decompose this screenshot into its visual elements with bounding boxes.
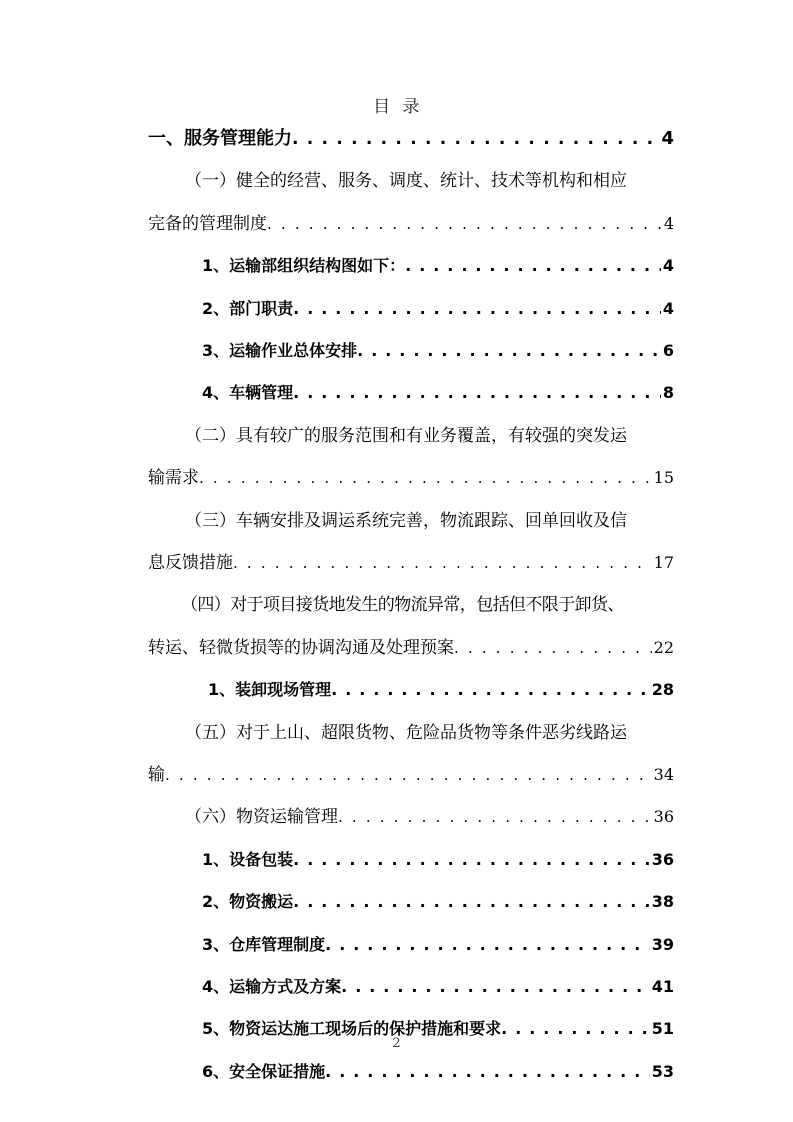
toc-page-number: 53 (651, 1061, 674, 1081)
toc-entry-title: 息反馈措施 (148, 552, 233, 573)
toc-page-number: 6 (662, 340, 674, 360)
toc-page-number: 15 (653, 468, 674, 488)
toc-entry-line (148, 245, 674, 287)
toc-entry-title: 2、物资搬运 (202, 892, 294, 912)
toc-page-number: 51 (651, 1019, 674, 1039)
toc-page-number: 17 (653, 552, 674, 572)
toc-entry-line (148, 203, 674, 245)
toc-entry-logistics-abnormality-contingency-plan[interactable] (148, 584, 674, 669)
toc-page-number: 38 (651, 892, 674, 912)
toc-entry-line (148, 924, 674, 966)
toc-entry-overall-transport-operation-arrangement[interactable] (148, 330, 674, 372)
toc-entry-title: 1、装卸现场管理 (208, 680, 332, 700)
toc-entry-title: 4、车辆管理 (202, 383, 294, 403)
toc-leader-dots (267, 203, 662, 245)
toc-page-number: 36 (651, 849, 674, 869)
toc-leader-dots (233, 542, 652, 584)
toc-entry-department-responsibilities[interactable] (148, 288, 674, 330)
toc-entry-loading-unloading-site-management[interactable] (148, 669, 674, 711)
toc-entry-title: （六）物资运输管理 (185, 807, 338, 828)
toc-entry-title: 输 (148, 764, 165, 785)
toc-page-number: 22 (653, 637, 674, 657)
toc-entry-equipment-packaging[interactable] (148, 839, 674, 881)
toc-entry-sound-operation-service-dispatch-statistics-tech-org[interactable] (148, 160, 674, 245)
toc-page-number: 34 (653, 764, 674, 784)
toc-entry-title: 完备的管理制度 (148, 213, 267, 234)
toc-entry-line (148, 330, 674, 372)
toc-leader-dots (325, 924, 650, 966)
toc-entry-harsh-route-transport[interactable] (148, 712, 674, 797)
toc-entry-line (148, 881, 674, 923)
toc-entry-line (148, 712, 674, 754)
toc-entry-line (148, 839, 674, 881)
toc-entry-line (148, 627, 674, 669)
toc-entry-title: 2、部门职责 (202, 298, 294, 318)
toc-leader-dots (199, 457, 652, 499)
toc-entry-title: （二）具有较广的服务范围和有业务覆盖，有较强的突发运 (185, 425, 627, 446)
toc-leader-dots (325, 1051, 650, 1093)
page-title: 目 录 (373, 97, 420, 117)
toc-entry-title: （三）车辆安排及调运系统完善，物流跟踪、回单回收及信 (185, 510, 627, 531)
toc-leader-dots (357, 330, 661, 372)
toc-entry-safety-assurance-measures[interactable] (148, 1051, 674, 1093)
toc-page-number: 4 (661, 128, 674, 149)
toc-entry-title: 一、服务管理能力 (148, 128, 292, 149)
toc-entry-transport-mode-and-plan[interactable] (148, 966, 674, 1008)
toc-entry-line (148, 160, 674, 202)
page-number-footer: 2 (392, 1036, 401, 1051)
toc-entry-line (148, 669, 674, 711)
toc-entry-title: 转运、轻微货损等的协调沟通及处理预案 (148, 637, 454, 658)
toc-entry-line (148, 457, 674, 499)
toc-entry-line (148, 966, 674, 1008)
toc-entry-title: （四）对于项目接货地发生的物流异常，包括但不限于卸货、 (181, 595, 624, 616)
toc-entry-title: 4、运输方式及方案 (202, 976, 342, 996)
toc-entry-line (148, 584, 674, 626)
toc-entry-title: 1、设备包装 (202, 849, 294, 869)
toc-page-number: 4 (663, 213, 674, 233)
toc-entry-line (148, 796, 674, 838)
toc-entry-warehouse-management-system[interactable] (148, 924, 674, 966)
toc-entry-title: 1、运输部组织结构图如下： (202, 256, 406, 276)
toc-entry-title: 6、安全保证措施 (202, 1061, 326, 1081)
toc-entry-line (148, 542, 674, 584)
toc-entry-line (148, 500, 674, 542)
toc-entry-title: 5、物资运达施工现场后的保护措施和要求 (202, 1019, 502, 1039)
toc-leader-dots (405, 245, 661, 287)
toc-entry-line (148, 754, 674, 796)
toc-entry-line (148, 118, 674, 160)
toc-leader-dots (341, 966, 650, 1008)
toc-leader-dots (454, 627, 652, 669)
toc-entry-material-transport-management[interactable] (148, 796, 674, 838)
toc-page-number: 39 (651, 934, 674, 954)
toc-page-number: 28 (651, 680, 674, 700)
toc-entry-title: 3、仓库管理制度 (202, 934, 326, 954)
toc-leader-dots (165, 754, 652, 796)
toc-leader-dots (292, 118, 659, 160)
toc-page-number: 4 (662, 298, 674, 318)
toc-page-number: 36 (653, 807, 674, 827)
toc-entry-vehicle-management[interactable] (148, 372, 674, 414)
toc-entry-material-handling[interactable] (148, 881, 674, 923)
toc-entry-line (148, 372, 674, 414)
toc-page-number: 41 (651, 976, 674, 996)
toc-entry-title: （五）对于上山、超限货物、危险品货物等条件恶劣线路运 (185, 722, 627, 743)
toc-leader-dots (293, 881, 650, 923)
table-of-contents (148, 118, 674, 1093)
toc-entry-line (148, 288, 674, 330)
toc-leader-dots (338, 796, 652, 838)
toc-leader-dots (293, 372, 661, 414)
toc-entry-service-management-capability[interactable] (148, 118, 674, 160)
toc-leader-dots (293, 839, 650, 881)
toc-entry-vehicle-arrangement-dispatch-system[interactable] (148, 500, 674, 585)
toc-leader-dots (293, 288, 661, 330)
toc-entry-line (148, 415, 674, 457)
toc-entry-wide-service-scope-business-coverage[interactable] (148, 415, 674, 500)
toc-leader-dots (331, 669, 650, 711)
toc-entry-transport-dept-org-chart[interactable] (148, 245, 674, 287)
toc-page-number: 4 (662, 256, 674, 276)
toc-entry-line (148, 1051, 674, 1093)
toc-entry-title: 输需求 (148, 468, 199, 489)
toc-page-number: 8 (662, 383, 674, 403)
toc-entry-title: （一）健全的经营、服务、调度、统计、技术等机构和相应 (185, 171, 627, 192)
toc-entry-title: 3、运输作业总体安排 (202, 340, 358, 360)
